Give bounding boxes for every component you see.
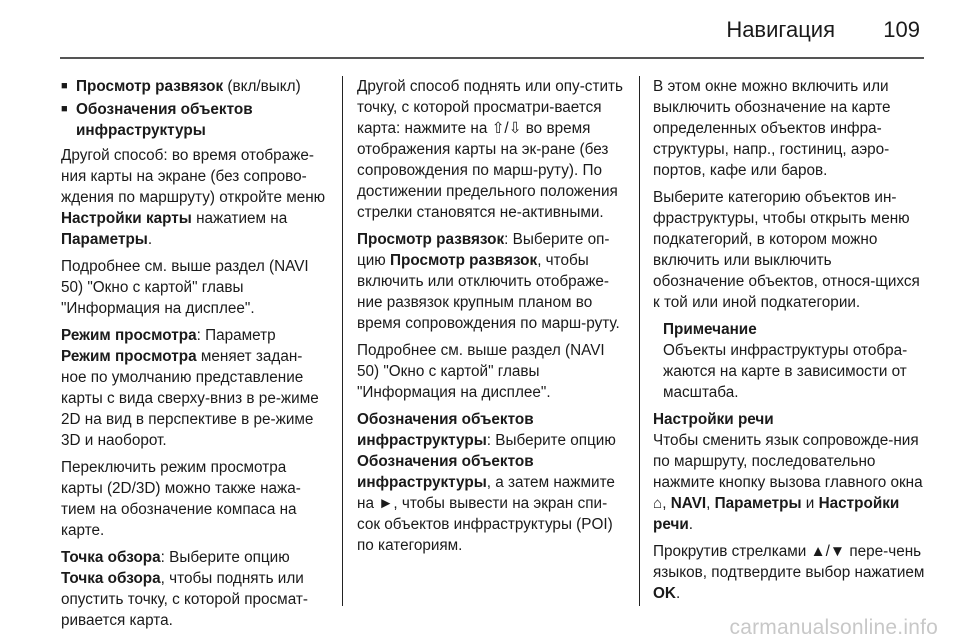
paragraph xyxy=(653,430,925,535)
paragraph xyxy=(357,409,625,556)
note-text: Объекты инфраструктуры отобра-жаются на карте в зависимости от масштаба. xyxy=(663,342,908,401)
bold-term: инфраструктуры xyxy=(76,122,206,139)
text: : Выберите опцию xyxy=(160,549,290,566)
column-1 xyxy=(61,76,327,637)
paragraph xyxy=(653,541,925,604)
page-number: 109 xyxy=(883,17,920,42)
text: Чтобы сменить язык сопровожде-ния по маршруту, последовательно нажмите кнопку вызова главного окна xyxy=(653,432,923,491)
page-header xyxy=(0,0,960,56)
bold-term: Обозначения объектов инфраструктуры xyxy=(357,411,534,449)
paragraph: Другой способ поднять или опу-стить точку, с которой просматри-вается карта: нажмите на ⇧/⇩ во время отображения карты на эк-ране (без сопровождения по марш-руту). По достижении предельного положения стрелки становятся не-активными. xyxy=(357,78,623,221)
note-title: Примечание xyxy=(663,321,757,338)
bold-term: Точка обзора xyxy=(61,549,161,566)
column-3 xyxy=(653,76,925,610)
text: , xyxy=(662,495,671,512)
header-rule xyxy=(60,57,924,59)
text: , xyxy=(706,495,715,512)
text: (вкл/выкл) xyxy=(223,78,301,95)
note-box xyxy=(653,319,925,403)
column-divider-1 xyxy=(342,76,343,606)
text: : Выберите опцию xyxy=(486,432,616,449)
bullet-item xyxy=(61,76,327,97)
text: меняет задан-ное по умолчанию представление карты с вида сверху-вниз в ре-жиме 2D на вид в перспективе в ре-жиме 3D и наоборот. xyxy=(61,348,319,449)
paragraph xyxy=(357,229,625,334)
bold-term: Настройки речи xyxy=(653,495,900,533)
paragraph: В этом окне можно включить или выключить обозначение на карте определенных объектов инфра-структуры, напр., гостиниц, аэро-портов, кафе или баров. xyxy=(653,78,891,179)
paragraph: Подробнее см. выше раздел (NAVI 50) "Окно с картой" главы "Информация на дисплее". xyxy=(357,342,605,401)
text: , чтобы включить или отключить отображе-ние развязок крупным планом во время сопровождения по марш-руту. xyxy=(357,252,620,332)
home-icon: ⌂ xyxy=(653,495,663,512)
page-title: Навигация xyxy=(726,17,835,42)
bold-term: Обозначения объектов xyxy=(76,101,253,118)
paragraph: Подробнее см. выше раздел (NAVI 50) "Окно с картой" главы "Информация на дисплее". xyxy=(61,258,309,317)
text: , чтобы поднять или опустить точку, с которой просмат-ривается карта. xyxy=(61,570,308,629)
bold-term: OK xyxy=(653,585,676,602)
paragraph xyxy=(61,325,327,451)
bullet-item xyxy=(61,99,327,141)
watermark: carmanualsonline.info xyxy=(729,616,938,639)
bold-term: Просмотр развязок xyxy=(390,252,538,269)
bold-term: Точка обзора xyxy=(61,570,161,587)
heading-text: Настройки речи xyxy=(653,411,774,428)
text: , а затем нажмите на ►, чтобы вывести на экран спи-сок объектов инфраструктуры (POI) по категориям. xyxy=(357,474,615,554)
paragraph xyxy=(61,145,327,250)
bold-term: Обозначения объектов инфраструктуры xyxy=(357,453,534,491)
column-2 xyxy=(357,76,625,562)
paragraph xyxy=(61,547,327,631)
bold-term: Просмотр развязок xyxy=(357,231,505,248)
text: Другой способ: во время отображе-ния карты на экране (без сопрово-ждения по маршруту) откройте меню xyxy=(61,147,326,206)
paragraph: Переключить режим просмотра карты (2D/3D) можно также нажа-тием на обозначение компаса на карте. xyxy=(61,459,301,539)
text: : Выберите оп-цию xyxy=(357,231,610,269)
text: Прокрутив стрелками ▲/▼ пере-чень языков, подтвердите выбор нажатием xyxy=(653,543,925,581)
text: : Параметр xyxy=(196,327,276,344)
bold-term: Режим просмотра xyxy=(61,348,197,365)
section-heading xyxy=(653,409,925,430)
text: . xyxy=(688,516,694,533)
text: . xyxy=(675,585,681,602)
text: . xyxy=(147,231,153,248)
bold-term: NAVI xyxy=(670,495,707,512)
bold-term: Просмотр развязок xyxy=(76,78,224,95)
bold-term: Параметры xyxy=(61,231,148,248)
text: и xyxy=(801,495,819,512)
bold-term: Режим просмотра xyxy=(61,327,197,344)
text: нажатием на xyxy=(191,210,288,227)
column-divider-2 xyxy=(639,76,640,606)
bold-term: Настройки карты xyxy=(61,210,192,227)
bold-term: Параметры xyxy=(714,495,802,512)
paragraph: Выберите категорию объектов ин-фраструктуры, чтобы открыть меню подкатегорий, в котором можно включить или выключить обозначение объектов, относя-щихся к той или иной подкатегории. xyxy=(653,189,920,311)
